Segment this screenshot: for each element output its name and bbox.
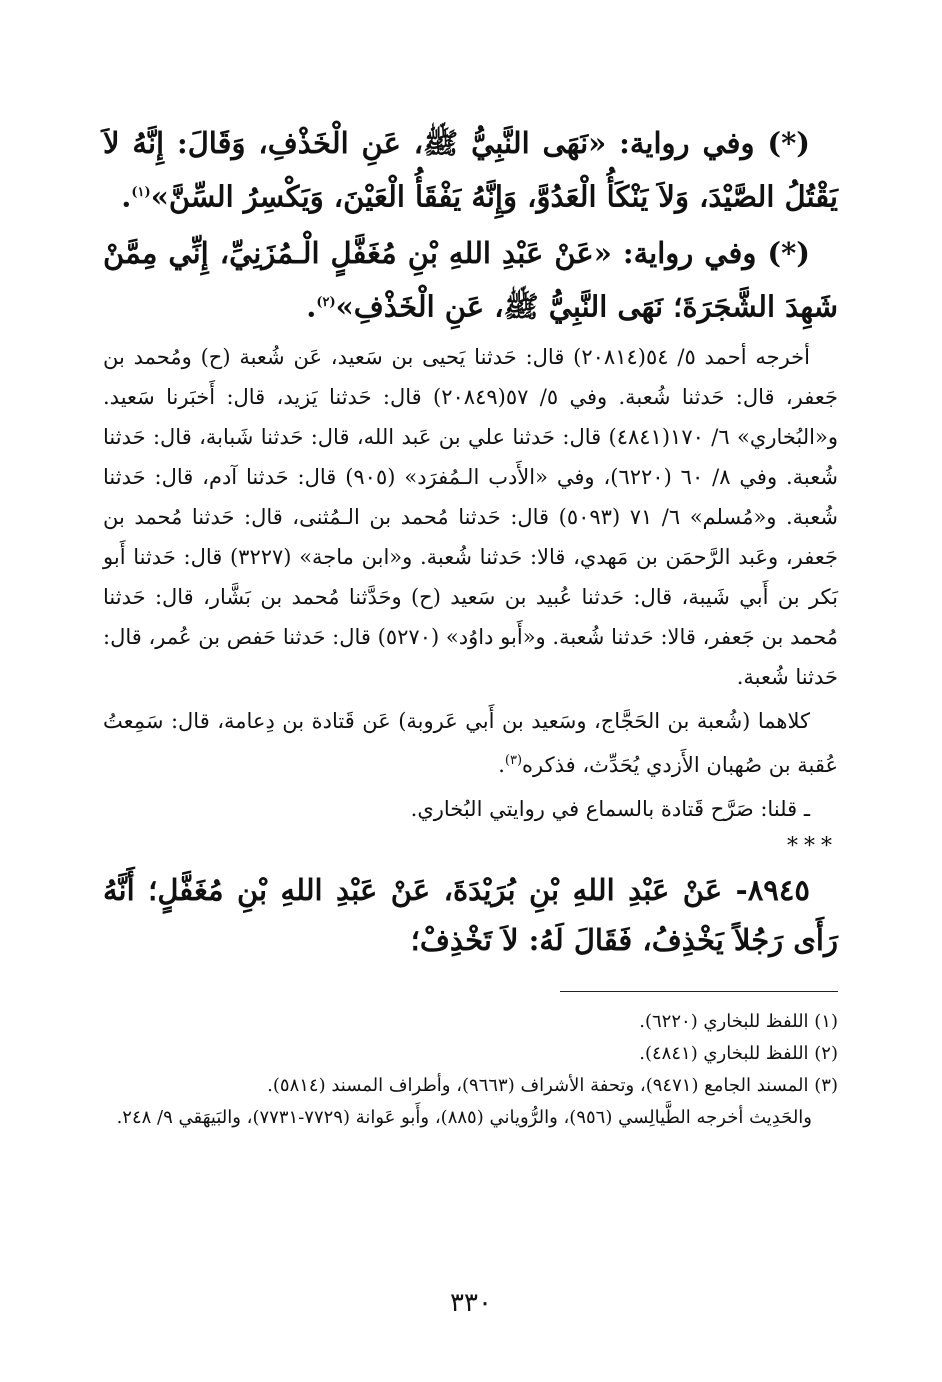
narration-variant-2-end: .: [306, 289, 317, 324]
footnote-1: (١) اللفظ للبخاري (٦٢٢٠).: [639, 1011, 838, 1033]
page-content: [103, 118, 838, 1134]
narration-variant-2-text: (*) وفي رواية: «عَنْ عَبْدِ اللهِ بْنِ مُغَفَّلٍ الْـمُزَنِيِّ، إِنِّي مِمَّنْ شَهِدَ الشَّجَرَةَ؛ نَهَى النَّبِيُّ ﷺ، عَنِ الْخَذْفِ»: [103, 235, 838, 324]
footnote-separator: [560, 991, 838, 992]
editor-note: ـ قلنا: صَرَّح قَتادة بالسماع في روايتي البُخاري.: [410, 797, 810, 822]
footnote-ref-3[interactable]: (٣): [504, 753, 523, 769]
takhrij-paragraph: أخرجه أحمد ٥/ ٥٤(٢٠٨١٤) قال: حَدثنا يَحيى بن سَعيد، عَن شُعبة (ح) ومُحمد بن جَعفر، قال: حَدثنا شُعبة. وفي ٥/ ٥٧(٢٠٨٤٩) قال: حَدثنا يَزيد، قال: أَخبَرنا سَعيد. و«البُخاري» ٦/ ١٧٠(٤٨٤١) قال: حَدثنا علي بن عَبد الله، قال: حَدثنا شَبابة، قال: حَدثنا شُعبة. وفي ٨/ ٦٠ (٦٢٢٠)، وفي «الأَدب الـمُفرَد» (٩٠٥) قال: حَدثنا آدم، قال: حَدثنا شُعبة. و«مُسلم» ٦/ ٧١ (٥٠٩٣) قال: حَدثنا مُحمد بن الـمُثنى، قال: حَدثنا مُحمد بن جَعفر، وعَبد الرَّحمَن بن مَهدي، قالا: حَدثنا شُعبة. و«ابن ماجة» (٣٢٢٧) قال: حَدثنا أَبو بَكر بن أَبي شَيبة، قال: حَدثنا عُبيد بن سَعيد (ح) وحَدَّثنا مُحمد بن بَشَّار، قال: حَدثنا مُحمد بن جَعفر، قالا: حَدثنا شُعبة. و«أَبو داوُد» (٥٢٧٠) قال: حَدثنا حَفص بن عُمر، قال: حَدثنا شُعبة.: [103, 345, 839, 690]
footnote-3-continuation: والحَدِيث أخرجه الطَّيالِسي (٩٥٦)، والرُّوياني (٨٨٥)، وأَبو عَوانة (٧٧٢٩-٧٧٣١)، والبَيهَقي ٩/ ٢٤٨.: [116, 1107, 812, 1129]
narration-variant-1-end: .: [121, 179, 132, 214]
narration-variant-2: [103, 228, 838, 332]
narration-variant-1: [103, 118, 838, 222]
footnote-ref-2[interactable]: (٢): [316, 294, 336, 310]
isnad-paragraph: [103, 701, 838, 785]
footnotes: [103, 1006, 838, 1134]
isnad-end: .: [498, 753, 505, 778]
footnote-3: (٣) المسند الجامع (٩٤٧١)، وتحفة الأشراف (٩٦٦٣)، وأطراف المسند (٥٨١٤).: [267, 1075, 838, 1097]
page-number: ٣٣٠: [450, 1288, 492, 1318]
section-divider-stars: ***: [787, 834, 838, 860]
footnote-ref-1[interactable]: (١): [131, 185, 151, 200]
footnote-2: (٢) اللفظ للبخاري (٤٨٤١).: [639, 1043, 838, 1065]
isnad-text: كلاهما (شُعبة بن الحَجَّاج، وسَعيد بن أَبي عَروبة) عَن قَتادة بن دِعامة، قال: سَمِعتُ عُقبة بن صُهبان الأَزدي يُحَدِّث، فذكره: [103, 709, 838, 778]
hadith-8945: ٨٩٤٥- عَنْ عَبْدِ اللهِ بْنِ بُرَيْدَةَ، عَنْ عَبْدِ اللهِ بْنِ مُغَفَّلٍ؛ أَنَّهُ رَأَى رَجُلاً يَخْذِفُ، فَقَالَ لَهُ: لاَ تَخْذِفْ؛: [103, 873, 838, 958]
narration-variant-1-text: (*) وفي رواية: «نَهَى النَّبِيُّ ﷺ، عَنِ الْخَذْفِ، وَقَالَ: إِنَّهُ لاَ يَقْتُلُ الصَّيْدَ، وَلاَ يَنْكَأُ الْعَدُوَّ، وَإِنَّهُ يَفْقَأُ الْعَيْنَ، وَيَكْسِرُ السِّنَّ»: [103, 126, 838, 214]
main-text: [103, 118, 838, 965]
